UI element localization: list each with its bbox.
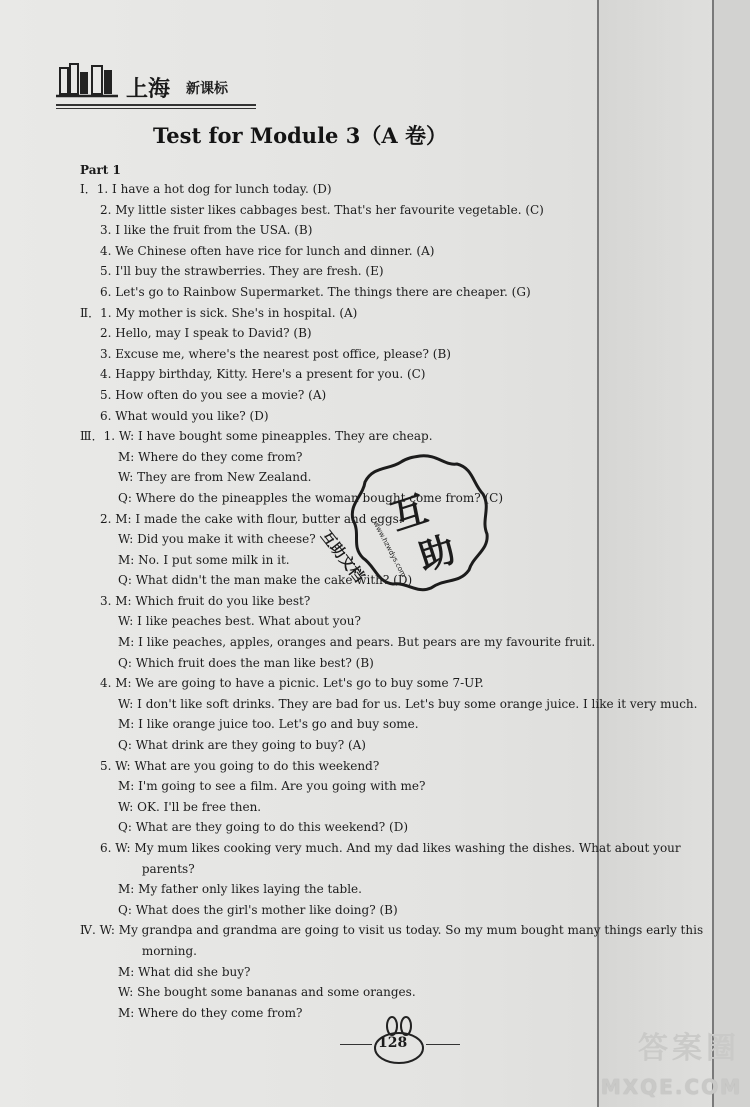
line-label: W: [118,532,134,547]
line-label: 2. [100,326,112,341]
line-label: Q: [118,902,132,917]
answer-line [80,859,720,880]
line-label: 6. W: [100,841,131,855]
line-label: M: [118,717,135,732]
footer-line-left [340,1044,372,1045]
header-rule [56,104,256,106]
line-text: I like peaches best. What about you? [137,614,361,629]
answer-line [80,817,720,838]
line-text: What didn't the man make the cake with? (D) [135,573,413,588]
answer-line [80,941,720,962]
answer-line [80,879,720,900]
line-label: 3. [100,346,112,361]
book-header [56,58,616,108]
footer-line-right [426,1044,460,1045]
answer-lines [80,179,720,1023]
line-label: W: [118,985,134,1000]
page-footer [340,1018,460,1068]
line-label: Q: [118,738,132,753]
line-text: Let's go to Rainbow Supermarket. The things there are cheaper. (G) [115,284,531,299]
line-text: My mum likes cooking very much. And my dad likes washing the dishes. What about your [134,841,681,855]
line-label: Ⅱ．1. [80,305,112,320]
line-text: What drink are they going to buy? (A) [135,738,366,753]
line-text: No. I put some milk in it. [138,552,290,567]
line-label: Q: [118,490,132,505]
answer-line [80,364,720,385]
line-text: She bought some bananas and some oranges. [137,985,416,1000]
line-text: My grandpa and grandma are going to visit us today. So my mum bought many things early this [118,923,704,938]
line-label: 5. [100,264,112,279]
line-text: What are you going to do this weekend? [134,758,380,773]
line-text: I have bought some pineapples. They are cheap. [138,429,433,444]
brand-title: 上海 [126,77,171,102]
line-text: What are they going to do this weekend? (D) [135,820,409,835]
line-label: M: [118,882,135,897]
answer-line [80,241,720,262]
line-text: What would you like? (D) [115,408,269,423]
line-text: I made the cake with flour, butter and eggs. [135,511,403,526]
line-text: parents? [141,861,195,876]
line-label: M: [118,964,135,979]
answer-line [80,385,720,406]
answer-line [80,303,720,324]
answer-line [80,838,720,859]
page-title: Test for Module 3（A 卷） [153,123,447,148]
line-label: Ⅲ．1. W: [80,429,135,444]
line-text: Where do the pineapples the woman bought come from? (C) [135,490,504,505]
line-label: W: [118,470,134,485]
answer-line [80,714,720,735]
line-label: 5. W: [100,758,131,773]
answer-line [80,261,720,282]
line-label: W: [118,799,134,814]
line-text: OK. I'll be free then. [137,799,262,814]
line-label: Ⅰ．1. [80,182,109,196]
line-label: 4. M: [100,676,132,691]
line-text: morning. [141,943,197,958]
line-label: M: [118,552,135,567]
answer-line [80,797,720,818]
line-text: What does the girl's mother like doing? (B) [135,902,398,917]
line-text: My little sister likes cabbages best. That's her favourite vegetable. (C) [115,202,544,217]
answer-line [80,282,720,303]
line-text: Where do they come from? [138,1005,303,1020]
answer-line [80,776,720,797]
header-rule-thin [56,108,256,109]
line-text: How often do you see a movie? (A) [115,387,327,402]
stamp-url: www.hzwdys.com [371,520,408,579]
line-text: My father only likes laying the table. [138,882,362,897]
site-watermark-cn: 答案圈 [638,1031,740,1066]
line-text: What did she buy? [138,964,251,979]
answer-line [80,673,720,694]
answer-line [80,900,720,921]
answer-line [80,694,720,715]
line-text: I have a hot dog for lunch today. (D) [112,182,332,196]
answer-line [80,179,720,200]
answer-line [80,962,720,983]
answer-line [80,982,720,1003]
answer-line [80,735,720,756]
line-label: 6. [100,284,112,299]
answer-line [80,920,720,941]
line-text: Excuse me, where's the nearest post office, please? (B) [115,346,451,361]
answer-line [80,200,720,221]
part-heading: Part 1 [80,163,121,177]
line-text: We Chinese often have rice for lunch and dinner. (A) [115,243,435,258]
site-watermark-url: MXQE.COM [600,1075,742,1099]
line-label: 3. [100,223,112,238]
line-label: 2. [100,202,112,217]
line-label: Q: [118,820,132,835]
answer-line [80,220,720,241]
line-label: W: [118,614,134,629]
line-text: I don't like soft drinks. They are bad for us. Let's buy some orange juice. I like it very much. [137,696,698,711]
stamp-char-1: 互 [385,488,433,540]
line-label: Q: [118,655,132,670]
stamp-char-2: 助 [413,529,461,580]
line-text: Where do they come from? [138,449,303,464]
answer-line [80,426,720,447]
line-text: Did you make it with cheese? [137,532,316,547]
line-text: Hello, may I speak to David? (B) [115,326,312,341]
line-text: I like orange juice too. Let's go and buy some. [138,717,419,732]
line-text: Happy birthday, Kitty. Here's a present for you. (C) [115,367,426,382]
answer-line [80,323,720,344]
page-number: 128 [378,1035,408,1051]
answer-line [80,756,720,777]
line-label: 4. [100,367,112,382]
line-text: They are from New Zealand. [137,470,312,485]
line-label: M: [118,779,135,794]
answer-line [80,653,720,674]
line-text: I'll buy the strawberries. They are fresh. (E) [115,264,384,279]
line-text: Which fruit do you like best? [135,593,311,608]
line-label: 5. [100,387,112,402]
bookshelf-logo-icon [56,58,120,102]
brand-subtitle: 新课标 [186,81,228,97]
answer-line [80,632,720,653]
stamp-ring-text: 互助文档 [317,527,369,586]
line-label: M: [118,1005,135,1020]
line-label: Q: [118,573,132,588]
line-label: 6. [100,408,112,423]
line-label: M: [118,635,135,650]
line-text: I like the fruit from the USA. (B) [115,223,313,238]
line-label: 2. M: [100,511,132,526]
watermark-stamp [317,448,495,598]
line-label: Ⅳ. W: [80,923,115,938]
answer-line [80,406,720,427]
answer-line [80,611,720,632]
line-text: My mother is sick. She's in hospital. (A) [115,305,358,320]
line-label: M: [118,449,135,464]
line-text: I like peaches, apples, oranges and pears. But pears are my favourite fruit. [138,635,596,650]
line-label: W: [118,696,134,711]
line-label: 3. M: [100,593,132,608]
line-text: Which fruit does the man like best? (B) [135,655,374,670]
line-text: I'm going to see a film. Are you going with me? [138,779,426,794]
line-label: 4. [100,243,112,258]
answer-line [80,344,720,365]
line-text: We are going to have a picnic. Let's go to buy some 7-UP. [135,676,484,691]
